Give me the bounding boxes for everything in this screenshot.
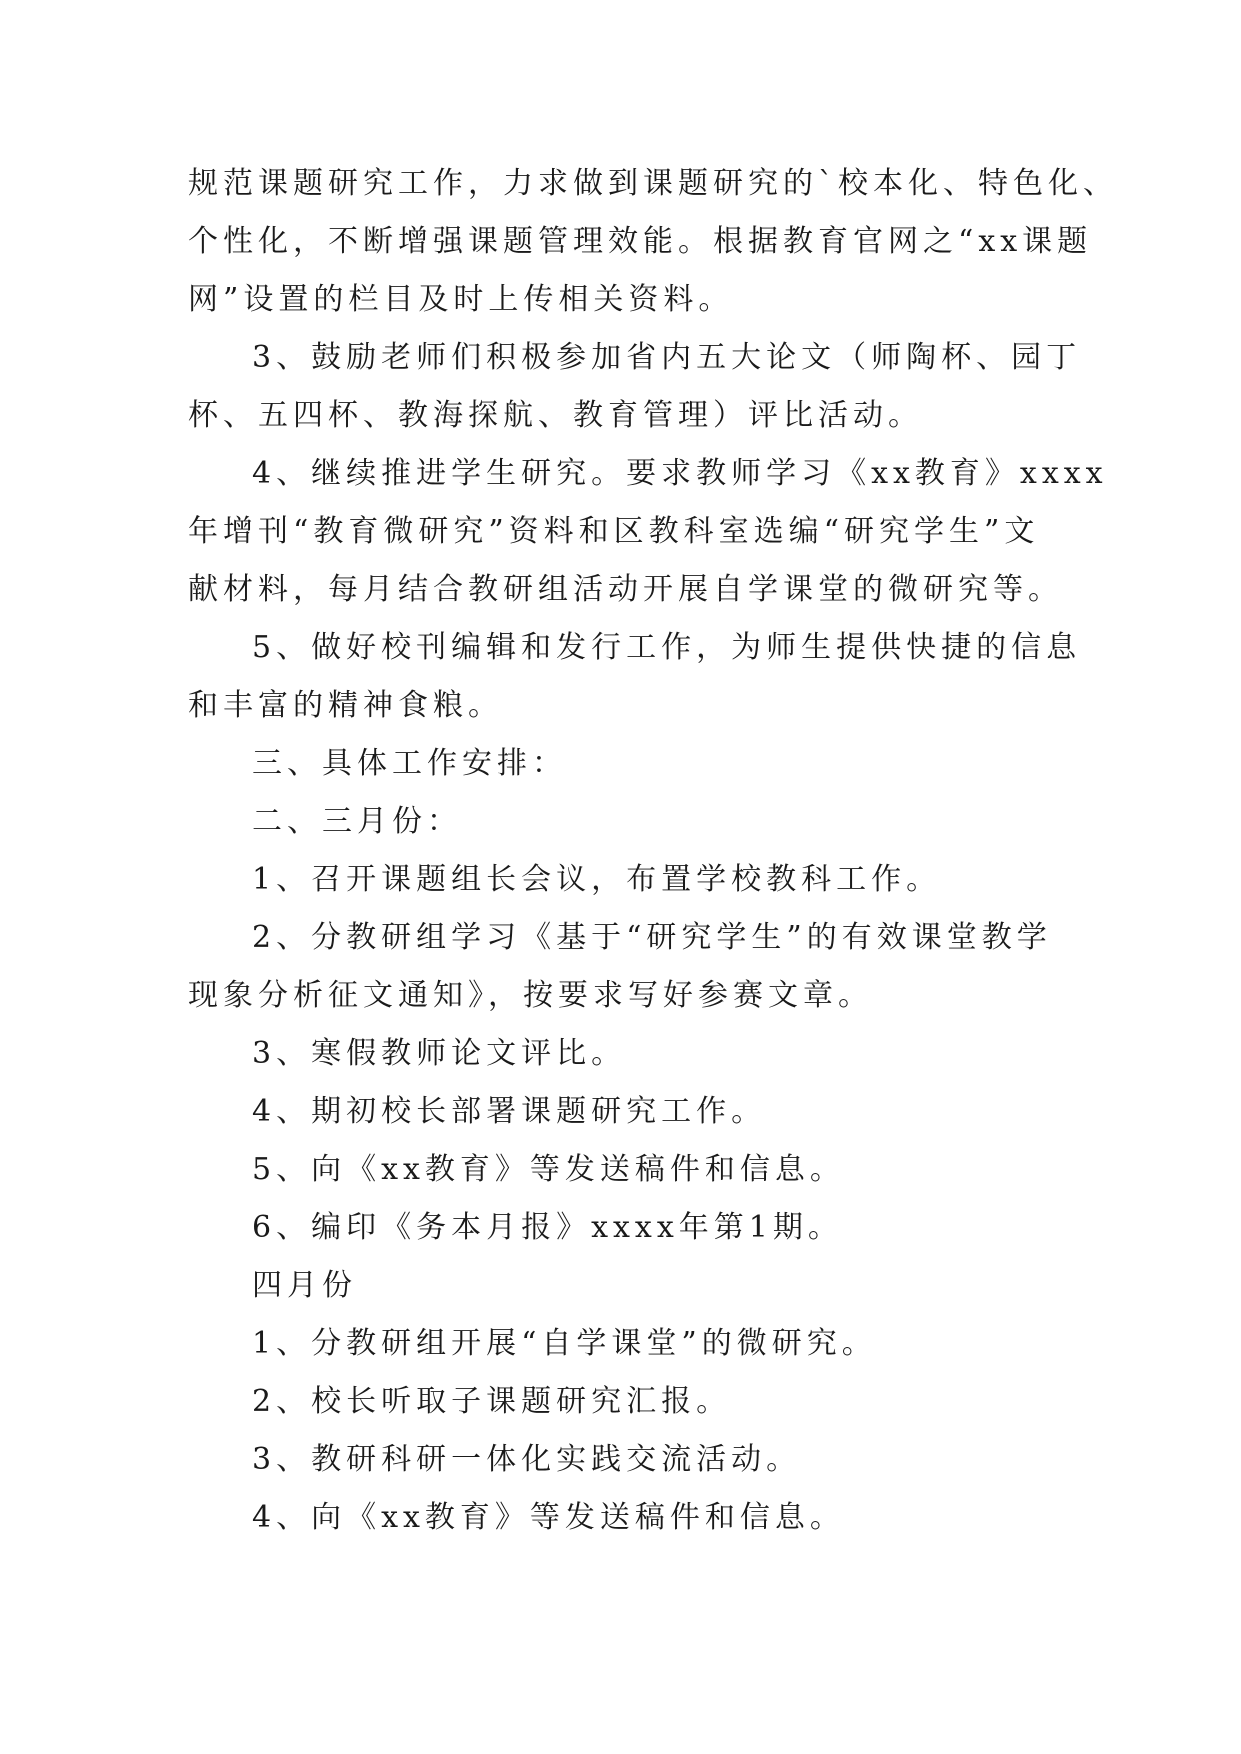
text-line: 规范课题研究工作，力求做到课题研究的`校本化、特色化、 [188, 166, 1118, 201]
text-line: 2、分教研组学习《基于“研究学生”的有效课堂教学 [252, 920, 1052, 955]
text-line: 5、做好校刊编辑和发行工作，为师生提供快捷的信息 [252, 630, 1082, 665]
text-line: 4、期初校长部署课题研究工作。 [252, 1094, 767, 1129]
document-body [188, 155, 1118, 1547]
month-heading: 二、三月份： [252, 804, 462, 839]
text-line: 1、分教研组开展“自学课堂”的微研究。 [252, 1326, 877, 1361]
text-line: 3、鼓励老师们积极参加省内五大论文（师陶杯、园丁 [252, 340, 1082, 375]
text-line: 3、寒假教师论文评比。 [252, 1036, 627, 1071]
text-line: 4、向《xx教育》等发送稿件和信息。 [252, 1500, 845, 1535]
text-line: 3、教研科研一体化实践交流活动。 [252, 1442, 802, 1477]
text-line: 4、继续推进学生研究。要求教师学习《xx教育》xxxx [252, 456, 1108, 491]
text-line: 5、向《xx教育》等发送稿件和信息。 [252, 1152, 845, 1187]
text-line: 年增刊“教育微研究”资料和区教科室选编“研究学生”文 [188, 514, 1040, 549]
text-line: 献材料，每月结合教研组活动开展自学课堂的微研究等。 [188, 572, 1063, 607]
text-line: 个性化，不断增强课题管理效能。根据教育官网之“xx课题 [188, 224, 1093, 259]
section-heading: 三、具体工作安排： [252, 746, 567, 781]
text-line: 现象分析征文通知》，按要求写好参赛文章。 [188, 978, 873, 1013]
text-line: 和丰富的精神食粮。 [188, 688, 503, 723]
text-line: 6、编印《务本月报》xxxx年第1期。 [252, 1210, 843, 1245]
text-line: 2、校长听取子课题研究汇报。 [252, 1384, 732, 1419]
text-line: 网”设置的栏目及时上传相关资料。 [188, 282, 734, 317]
text-line: 1、召开课题组长会议，布置学校教科工作。 [252, 862, 942, 897]
text-line: 杯、五四杯、教海探航、教育管理）评比活动。 [188, 398, 923, 433]
month-heading: 四月份 [252, 1268, 357, 1303]
